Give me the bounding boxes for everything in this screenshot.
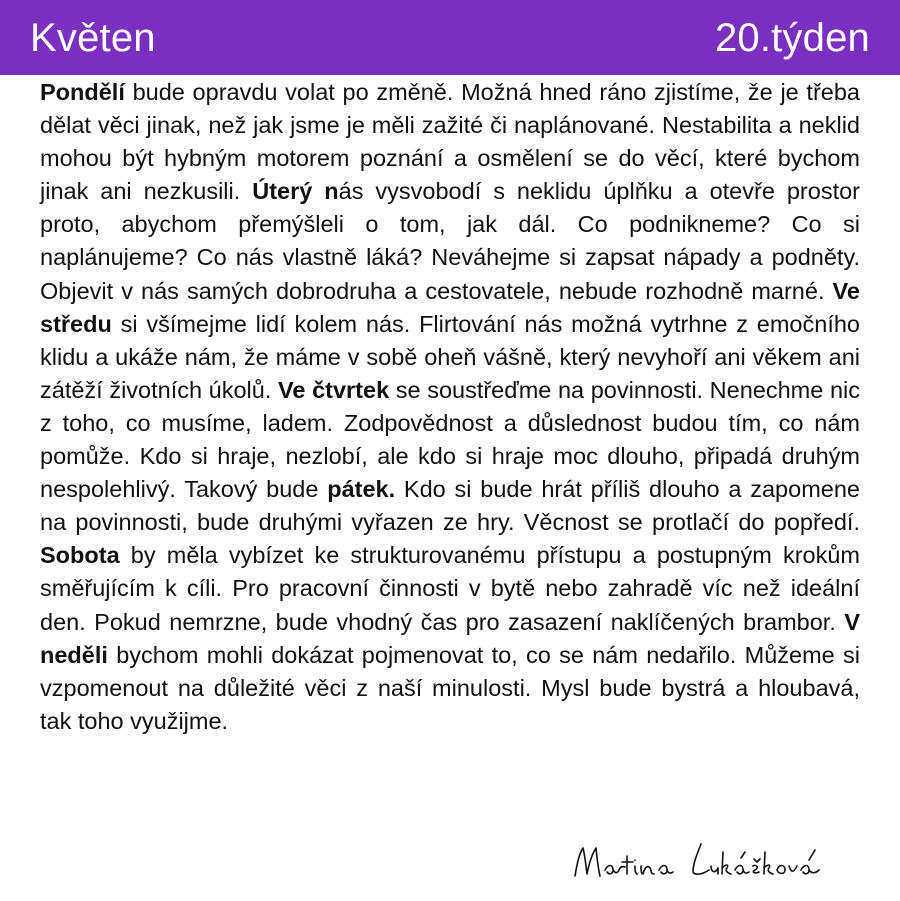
text-thursday: se soustřeďme na povinnosti. Nenechme nic z toho, co musíme, ladem. Zodpovědnost a důslednost budou tím, co nám pomůže. Kdo si hraje, nezlobí, ale kdo si hraje moc dlouho, připadá druhým nespolehlivý. Takový bude bbox=[40, 376, 860, 503]
text-tuesday: ás vysvobodí s neklidu úplňku a otevře prostor proto, abychom přemýšleli o tom, jak dál. Co podnikneme? Co si naplánujeme? Co nás vlastně láká? Neváhejme si zapsat nápady a podněty. Objevit v nás samých dobrodruha a cestovatele, nebude rozhodně marné. bbox=[40, 178, 860, 304]
month-title: Květen bbox=[30, 15, 156, 60]
day-tuesday: Úterý n bbox=[252, 178, 339, 205]
text-saturday: by měla vybízet ke strukturovanému přístupu a postupným krokům směřujícím k cíli. Pro pracovní činnosti v bytě nebo zahradě víc než ideální den. Pokud nemrzne, bude vhodný čas pro zasazení naklíčených brambor. bbox=[40, 542, 860, 635]
header-bar bbox=[0, 0, 900, 75]
day-thursday: Ve čtvrtek bbox=[278, 376, 390, 403]
day-saturday: Sobota bbox=[40, 542, 120, 569]
day-wednesday: Ve středu bbox=[40, 277, 860, 337]
text-wednesday: si všímejme lidí kolem nás. Flirtování nás možná vytrhne z emočního klidu a ukáže nám, že máme v sobě oheň vášně, který nevyhoří ani věkem ani zátěží životních úkolů. bbox=[40, 310, 860, 403]
horoscope-text bbox=[40, 76, 860, 738]
day-sunday: V neděli bbox=[40, 608, 860, 668]
text-sunday: bychom mohli dokázat pojmenovat to, co se nám nedařilo. Můžeme si vzpomenout na důležité věci z naší minulosti. Mysl bude bystrá a hloubavá, tak toho využijme. bbox=[40, 641, 860, 734]
day-friday: pátek. bbox=[327, 476, 396, 503]
day-monday: Pondělí bbox=[40, 79, 125, 105]
handwritten-signature-icon bbox=[565, 826, 885, 896]
week-number: 20.týden bbox=[714, 15, 870, 60]
text-friday: Kdo si bude hrát příliš dlouho a zapomene na povinnosti, bude druhými vyřazen ze hry. Věcnost se protlačí do popředí. bbox=[40, 476, 860, 536]
text-monday: bude opravdu volat po změně. Možná hned ráno zjistíme, že je třeba dělat věci jinak, než jak jsme je měli zažité či naplánované. Nestabilita a neklid mohou být hybným motorem poznání a osmělení se do věcí, které bychom jinak ani nezkusili. bbox=[40, 79, 860, 205]
